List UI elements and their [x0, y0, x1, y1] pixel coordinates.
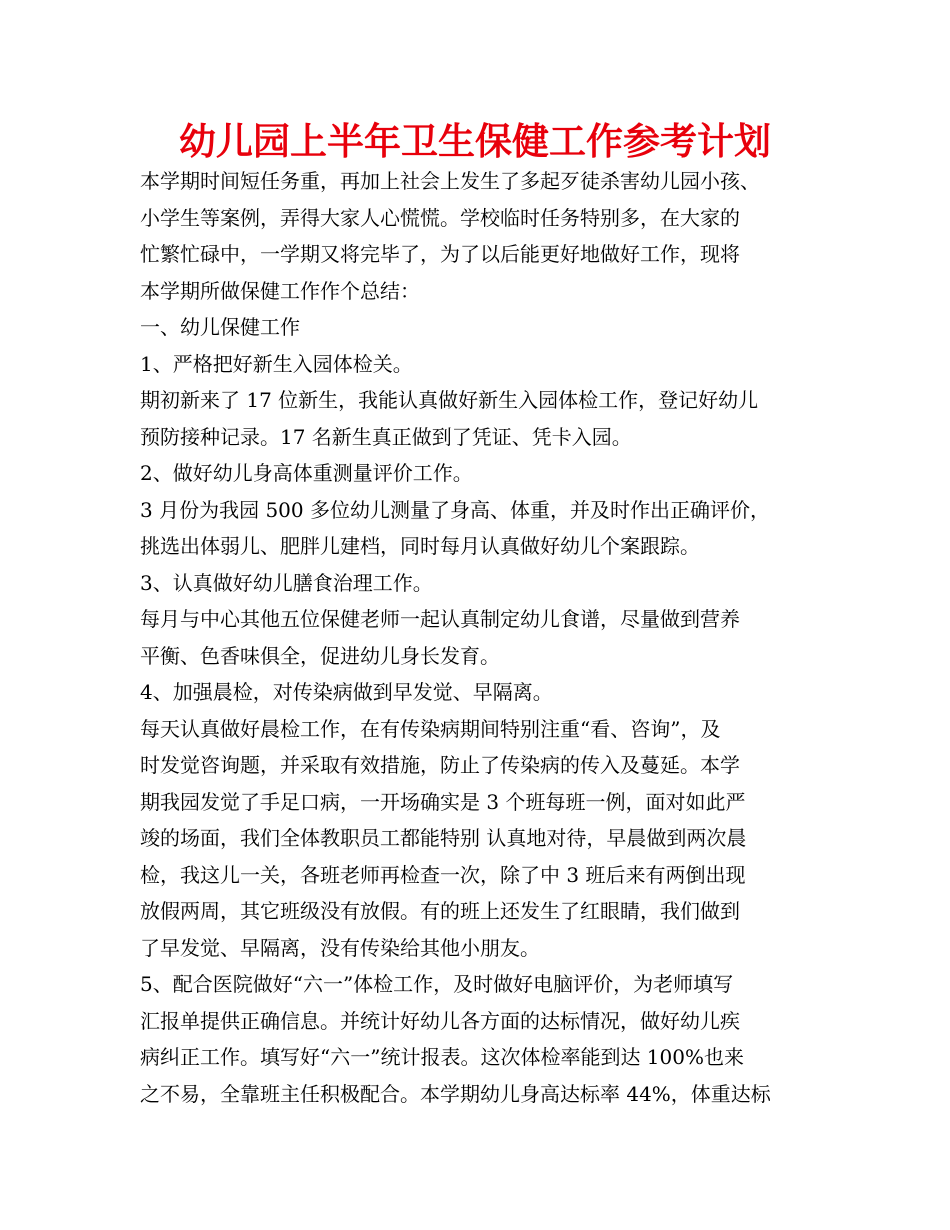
item-heading: 3、认真做好幼儿膳食治理工作。 [140, 570, 433, 595]
document-body [140, 163, 830, 1112]
paragraph-line: 竣的场面，我们全体教职员工都能特别 认真地对待，早晨做到两次晨 [140, 826, 747, 850]
paragraph-line: 放假两周，其它班级没有放假。有的班上还发生了红眼睛，我们做到 [140, 899, 740, 923]
paragraph-line: 本学期时间短任务重，再加上社会上发生了多起歹徒杀害幼儿园小孩、 [140, 169, 760, 193]
paragraph-line: 预防接种记录。17 名新生真正做到了凭证、凭卡入园。 [140, 424, 632, 449]
paragraph-line: 平衡、色香味俱全，促进幼儿身长发育。 [140, 643, 500, 668]
paragraph-line: 3 月份为我园 500 多位幼儿测量了身高、体重，并及时作出正确评价， [140, 497, 770, 522]
paragraph-line: 时发觉咨询题，并采取有效措施，防止了传染病的传入及蔓延。本学 [140, 753, 740, 777]
paragraph-line: 检，我这儿一关，各班老师再检查一次，除了中 3 班后来有两倒出现 [140, 862, 746, 887]
section-heading: 一、幼儿保健工作 [140, 315, 300, 339]
paragraph-line: 期我园发觉了手足口病，一开场确实是 3 个班每班一例，面对如此严 [140, 789, 746, 814]
item-heading: 5、配合医院做好“六一”体检工作，及时做好电脑评价，为老师填写 [140, 972, 734, 996]
paragraph-line: 之不易，全靠班主任积极配合。本学期幼儿身高达标率 44%，体重达标 [140, 1081, 771, 1106]
item-heading: 4、加强晨检，对传染病做到早发觉、早隔离。 [140, 680, 553, 704]
paragraph-line: 忙繁忙碌中，一学期又将完毕了，为了以后能更好地做好工作，现将 [140, 242, 740, 266]
document-title: 幼儿园上半年卫生保健工作参考计划 [179, 120, 771, 163]
paragraph-line: 病纠正工作。填写好“六一”统计报表。这次体检率能到达 100%也来 [140, 1045, 744, 1069]
paragraph-line: 每月与中心其他五位保健老师一起认真制定幼儿食谱，尽量做到营养 [140, 607, 740, 631]
paragraph-line: 每天认真做好晨检工作，在有传染病期间特别注重“看、咨询”，及 [140, 716, 721, 741]
item-heading: 1、严格把好新生入园体检关。 [140, 351, 413, 376]
paragraph-line: 汇报单提供正确信息。并统计好幼儿各方面的达标情况，做好幼儿疾 [140, 1008, 740, 1033]
paragraph-line: 本学期所做保健工作作个总结： [140, 278, 420, 303]
paragraph-line: 挑选出体弱儿、肥胖儿建档，同时每月认真做好幼儿个案跟踪。 [140, 534, 700, 558]
paragraph-line: 期初新来了 17 位新生，我能认真做好新生入园体检工作，登记好幼儿 [140, 388, 759, 412]
paragraph-line: 小学生等案例，弄得大家人心慌慌。学校临时任务特别多，在大家的 [140, 205, 740, 230]
item-heading: 2、做好幼儿身高体重测量评价工作。 [140, 461, 473, 485]
paragraph-line: 了早发觉、早隔离，没有传染给其他小朋友。 [140, 935, 540, 960]
